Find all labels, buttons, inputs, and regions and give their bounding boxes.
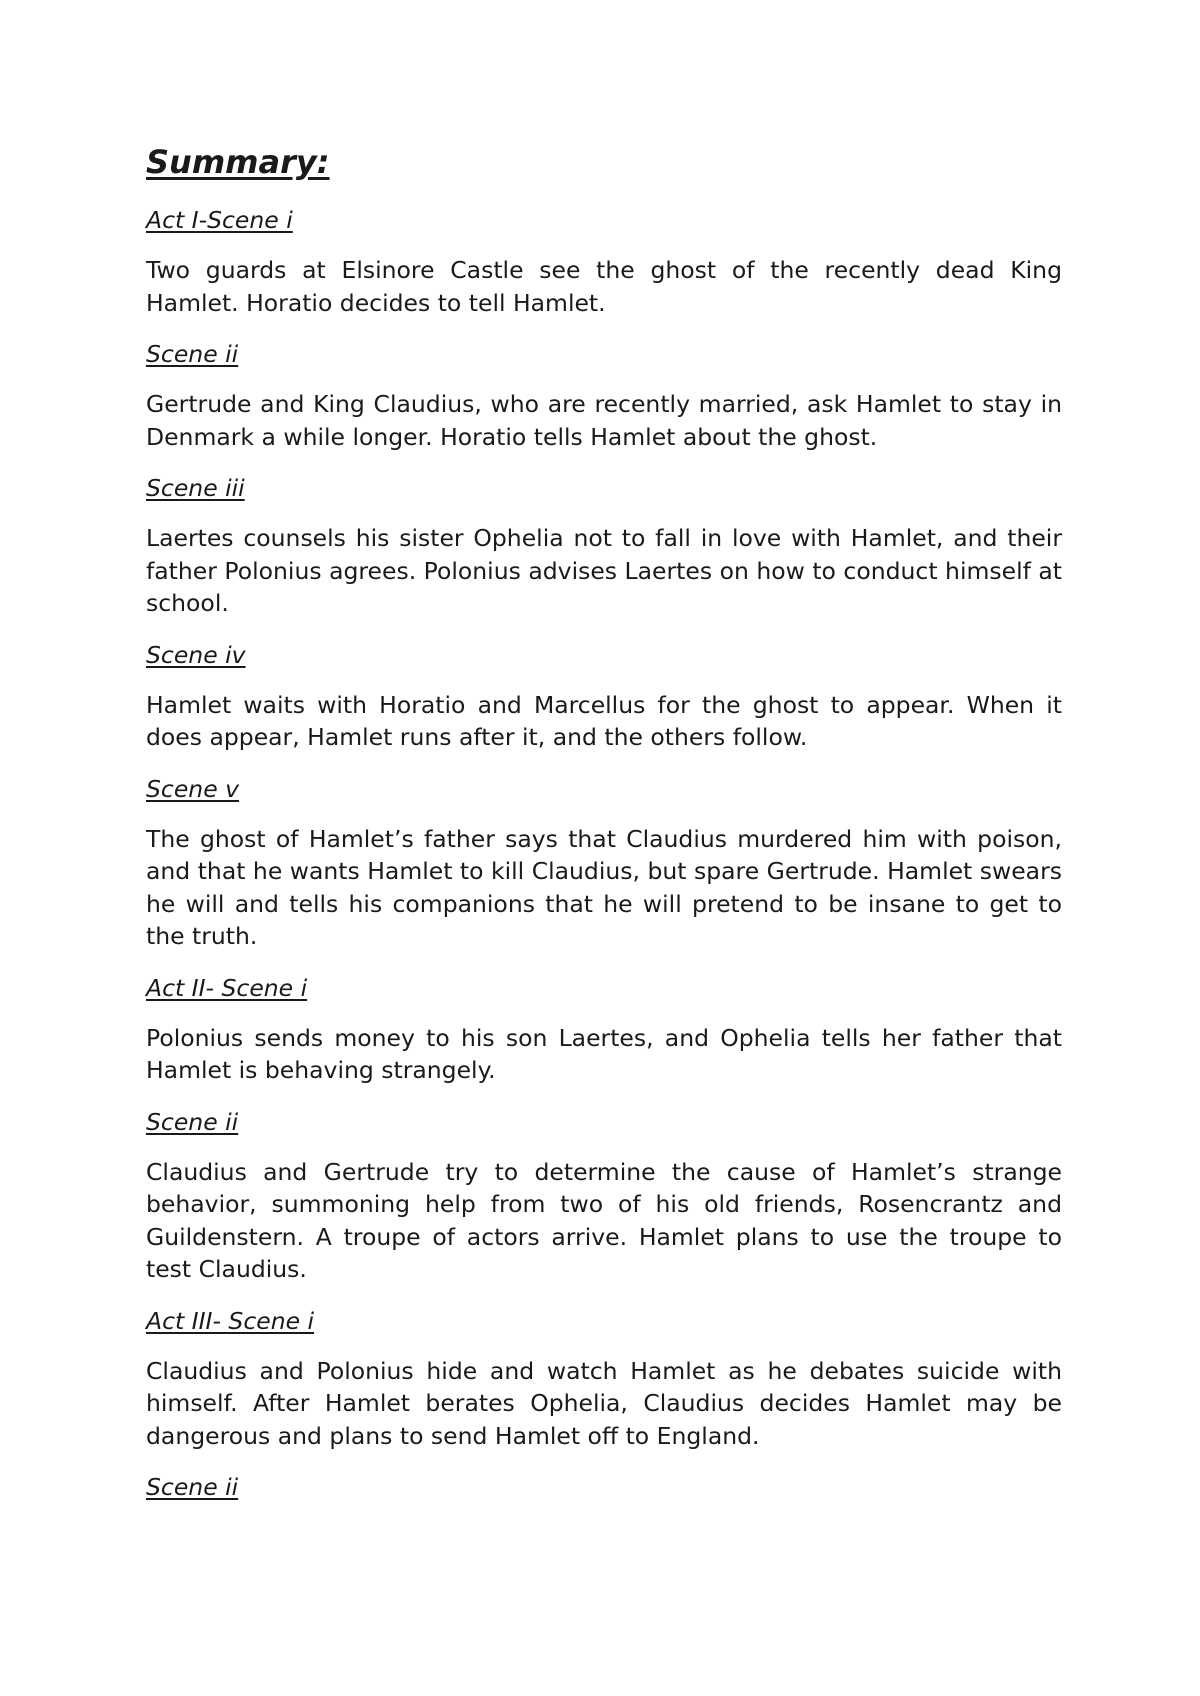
section-heading-act2-scene2: Scene ii xyxy=(146,1107,239,1136)
section-text-act1-scene5: The ghost of Hamlet’s father says that Claudius murdered him with poison, and that he wants Hamlet to kill Claudius, but spare Gertrude. Hamlet swears he will and tells his companions that he will pretend to be insane to get to the truth. xyxy=(146,824,1062,950)
section-heading-act3-scene1: Act III- Scene i xyxy=(146,1306,315,1335)
section-heading-act1-scene4: Scene iv xyxy=(146,640,246,669)
section-heading-act1-scene1: Act I-Scene i xyxy=(146,206,293,234)
section-text-act1-scene3: Laertes counsels his sister Ophelia not to fall in love with Hamlet, and their father Polonius agrees. Polonius advises Laertes on how to conduct himself at school. xyxy=(146,524,1062,617)
section-text-act2-scene1: Polonius sends money to his son Laertes, and Ophelia tells her father that Hamlet is behaving strangely. xyxy=(146,1023,1062,1084)
section-text-act1-scene1: Two guards at Elsinore Castle see the ghost of the recently dead King Hamlet. Horatio decides to tell Hamlet. xyxy=(146,256,1062,317)
section-heading-act1-scene2: Scene ii xyxy=(146,340,239,368)
section-text-act2-scene2: Claudius and Gertrude try to determine the cause of Hamlet’s strange behavior, summoning help from two of his old friends, Rosencrantz and Guildenstern. A troupe of actors arrive. Hamlet plans to use the troupe to test Claudius. xyxy=(146,1157,1062,1283)
section-heading-act1-scene5: Scene v xyxy=(146,774,240,803)
page-title: Summary: xyxy=(146,143,330,181)
document-page xyxy=(146,140,1062,1521)
section-heading-act1-scene3: Scene iii xyxy=(146,474,245,502)
section-text-act3-scene1: Claudius and Polonius hide and watch Hamlet as he debates suicide with himself. After Hamlet berates Ophelia, Claudius decides Hamlet may be dangerous and plans to send Hamlet off to England. xyxy=(146,1356,1062,1450)
section-heading-act3-scene2: Scene ii xyxy=(146,1473,239,1501)
section-text-act1-scene4: Hamlet waits with Horatio and Marcellus for the ghost to appear. When it does appear, Hamlet runs after it, and the others follow. xyxy=(146,690,1062,751)
section-heading-act2-scene1: Act II- Scene i xyxy=(146,973,308,1002)
section-text-act1-scene2: Gertrude and King Claudius, who are recently married, ask Hamlet to stay in Denmark a while longer. Horatio tells Hamlet about the ghost. xyxy=(146,390,1062,451)
